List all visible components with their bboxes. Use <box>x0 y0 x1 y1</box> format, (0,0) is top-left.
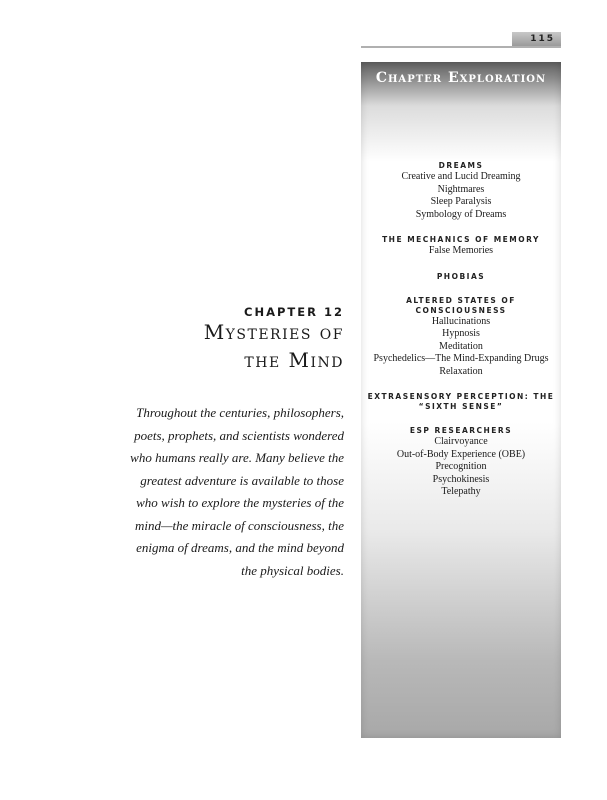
toc-item: Hallucinations <box>431 315 491 327</box>
toc-heading: ESP RESEARCHERS <box>409 426 513 435</box>
sidebar-title: Chapter Exploration <box>375 70 547 86</box>
toc-section-esp <box>361 392 561 412</box>
toc-item: Symbology of Dreams <box>415 208 507 220</box>
toc-heading: EXTRASENSORY PERCEPTION: THE “SIXTH SENSE” <box>367 392 555 411</box>
chapter-title-line-1: Mysteries of <box>203 320 344 344</box>
toc-item: Psychokinesis <box>432 473 490 485</box>
toc-item: Out-of-Body Experience (OBE) <box>396 448 526 460</box>
toc-item: Psychedelics—The Mind-Expanding Drugs <box>373 353 549 364</box>
chapter-title <box>130 318 344 374</box>
toc-item: Clairvoyance <box>434 436 488 447</box>
toc-item: Relaxation <box>439 365 483 377</box>
toc-heading: THE MECHANICS OF MEMORY <box>382 235 540 244</box>
toc-item: Creative and Lucid Dreaming <box>401 171 521 182</box>
page-number: 115 <box>512 32 561 46</box>
toc-section-altered-states <box>361 296 561 379</box>
chapter-intro-paragraph: Throughout the centuries, philosophers, poets, prophets, and scientists wondered who humans really are. Many believe the greatest adventure is available to those who wish to explore the mysteries of the mind—the miracle of consciousness, the enigma of dreams, and the mind beyond the physical bodies. <box>130 405 344 578</box>
toc-item: Meditation <box>439 340 483 352</box>
table-of-contents <box>361 161 561 513</box>
toc-section-memory <box>361 235 561 258</box>
chapter-title-line-2: the Mind <box>244 348 344 372</box>
toc-item: Nightmares <box>437 183 485 195</box>
toc-section-dreams <box>361 161 561 221</box>
toc-section-phobias <box>361 272 561 282</box>
toc-item: Telepathy <box>441 486 481 497</box>
toc-heading: PHOBIAS <box>436 271 486 281</box>
chapter-label: CHAPTER 12 <box>244 305 344 319</box>
toc-item: Sleep Paralysis <box>430 196 492 207</box>
toc-section-esp-researchers <box>361 426 561 499</box>
toc-item: Precognition <box>435 461 487 472</box>
toc-heading: DREAMS <box>438 161 484 170</box>
toc-heading: ALTERED STATES OF CONSCIOUSNESS <box>406 295 516 315</box>
chapter-exploration-sidebar <box>361 62 561 738</box>
toc-item: Hypnosis <box>442 328 480 339</box>
header-rule <box>361 46 561 48</box>
toc-item: False Memories <box>428 245 494 256</box>
